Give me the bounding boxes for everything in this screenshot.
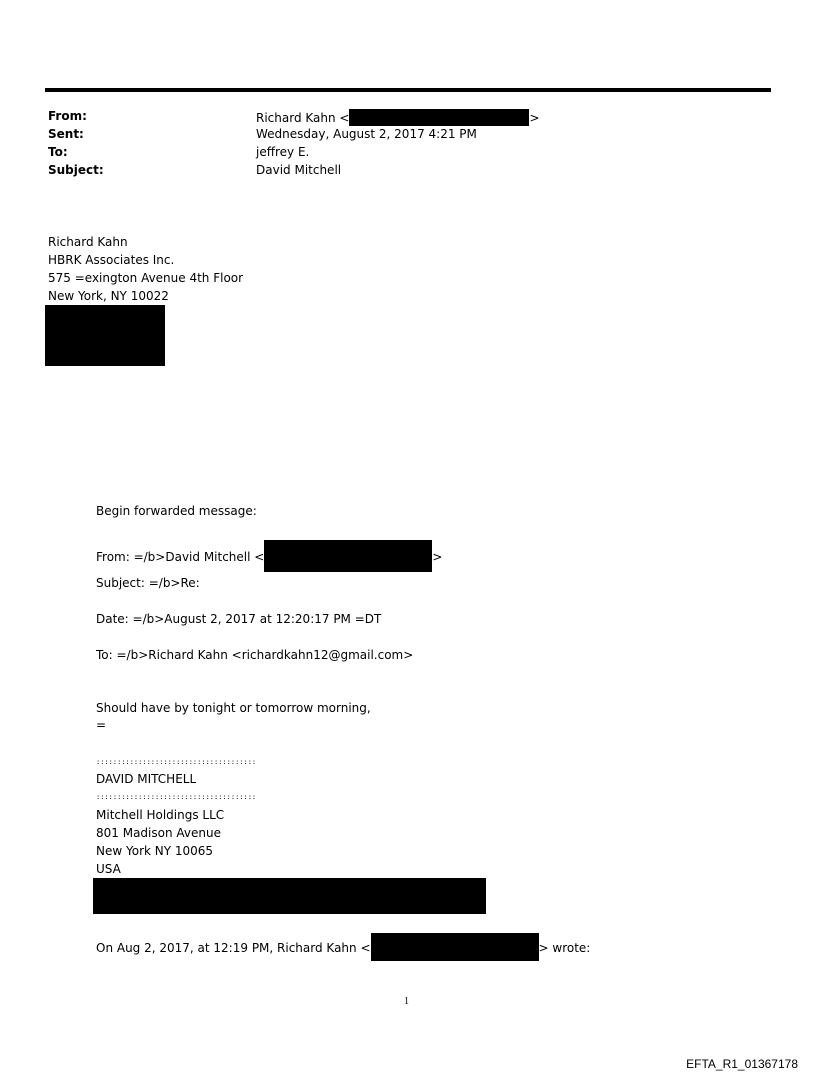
forwarded-date-line: Date: =/b>August 2, 2017 at 12:20:17 PM =DT — [96, 612, 382, 626]
separator-line: :::::::::::::::::::::::::::::::::::::: — [96, 793, 257, 801]
david-signature-country: USA — [96, 862, 121, 876]
david-signature-name: DAVID MITCHELL — [96, 772, 197, 786]
redaction-block — [349, 109, 529, 126]
from-value — [256, 109, 540, 126]
wrote-line — [96, 933, 590, 961]
david-signature-company: Mitchell Holdings LLC — [96, 808, 225, 822]
forwarded-from-suffix: > — [432, 550, 443, 564]
to-label: To: — [48, 145, 68, 159]
redaction-block — [45, 305, 165, 366]
sent-value: Wednesday, August 2, 2017 4:21 PM — [256, 127, 477, 141]
redaction-block — [264, 540, 432, 572]
wrote-prefix: On Aug 2, 2017, at 12:19 PM, Richard Kahn < — [96, 941, 371, 955]
forwarded-body-line1: Should have by tonight or tomorrow morning, — [96, 701, 371, 715]
subject-value: David Mitchell — [256, 163, 342, 177]
to-value: jeffrey E. — [256, 145, 310, 159]
forwarded-intro: Begin forwarded message: — [96, 504, 257, 518]
from-value-prefix: Richard Kahn < — [256, 111, 350, 125]
redaction-block — [93, 878, 486, 914]
forwarded-body-line2: = — [96, 718, 107, 732]
sent-label: Sent: — [48, 127, 84, 141]
signature-company: HBRK Associates Inc. — [48, 253, 175, 267]
document-id: EFTA_R1_01367178 — [686, 1057, 798, 1071]
forwarded-subject-line: Subject: =/b>Re: — [96, 576, 200, 590]
separator-line: :::::::::::::::::::::::::::::::::::::: — [96, 758, 257, 766]
signature-address2: New York, NY 10022 — [48, 289, 169, 303]
header-rule — [45, 88, 771, 92]
page-number: 1 — [404, 996, 409, 1007]
redaction-block — [371, 933, 539, 961]
wrote-suffix: > wrote: — [538, 941, 591, 955]
signature-address1: 575 =exington Avenue 4th Floor — [48, 271, 244, 285]
from-label: From: — [48, 109, 87, 123]
subject-label: Subject: — [48, 163, 104, 177]
forwarded-from-line — [96, 540, 442, 572]
david-signature-address1: 801 Madison Avenue — [96, 826, 221, 840]
forwarded-from-prefix: From: =/b>David Mitchell < — [96, 550, 265, 564]
forwarded-to-line: To: =/b>Richard Kahn <richardkahn12@gmail.com> — [96, 648, 414, 662]
david-signature-address2: New York NY 10065 — [96, 844, 214, 858]
from-value-suffix: > — [529, 111, 540, 125]
signature-name: Richard Kahn — [48, 235, 128, 249]
